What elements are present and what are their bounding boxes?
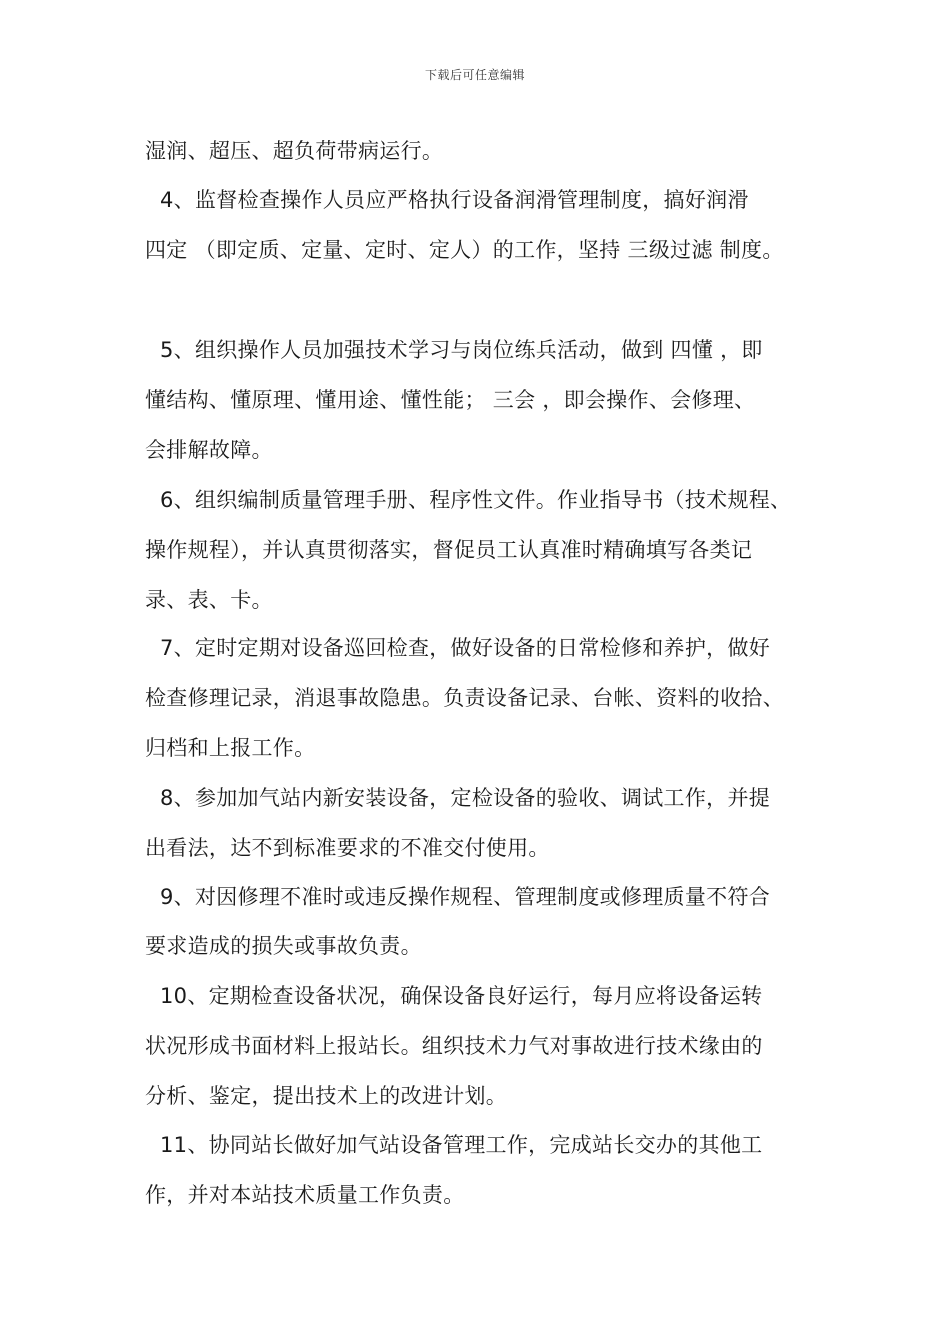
paragraph-line: 会排解故障。 [145,438,273,462]
paragraph-line: 7、定时定期对设备巡回检查，做好设备的日常检修和养护，做好 [160,636,771,660]
paragraph-line: 操作规程），并认真贯彻落实，督促员工认真准时精确填写各类记 [145,538,753,562]
paragraph-line: 要求造成的损失或事故负责。 [145,934,422,958]
paragraph-line: 10、定期检查设备状况，确保设备良好运行，每月应将设备运转 [160,984,763,1008]
paragraph-line: 出看法，达不到标准要求的不准交付使用。 [145,836,550,860]
paragraph-line: 湿润、超压、超负荷带病运行。 [145,139,444,163]
paragraph-line: 录、表、卡。 [145,588,273,612]
paragraph-line: 懂结构、懂原理、懂用途、懂性能； 三会 ，即会操作、会修理、 [145,388,756,412]
page-header: 下载后可任意编辑 [424,68,525,82]
paragraph-line: 5、组织操作人员加强技术学习与岗位练兵活动，做到 四懂 ，即 [160,338,763,362]
paragraph-line: 作，并对本站技术质量工作负责。 [145,1183,465,1207]
paragraph-line: 分析、鉴定，提出技术上的改进计划。 [145,1084,508,1108]
paragraph-line: 11、协同站长做好加气站设备管理工作，完成站长交办的其他工 [160,1133,763,1157]
paragraph-line: 9、对因修理不准时或违反操作规程、管理制度或修理质量不符合 [160,885,771,909]
paragraph-line: 检查修理记录，消退事故隐患。负责设备记录、台帐、资料的收拾、 [145,686,784,710]
paragraph-line: 状况形成书面材料上报站长。组织技术力气对事故进行技术缘由的 [145,1034,763,1058]
paragraph-line: 8、参加加气站内新安装设备，定检设备的验收、调试工作，并提 [160,786,771,810]
paragraph-line: 6、组织编制质量管理手册、程序性文件。作业指导书（技术规程、 [160,488,792,512]
paragraph-line: 四定 （即定质、定量、定时、定人）的工作，坚持 三级过滤 制度。 [145,238,784,262]
paragraph-line: 4、监督检查操作人员应严格执行设备润滑管理制度，搞好润滑 [160,188,749,212]
paragraph-line: 归档和上报工作。 [145,736,316,760]
